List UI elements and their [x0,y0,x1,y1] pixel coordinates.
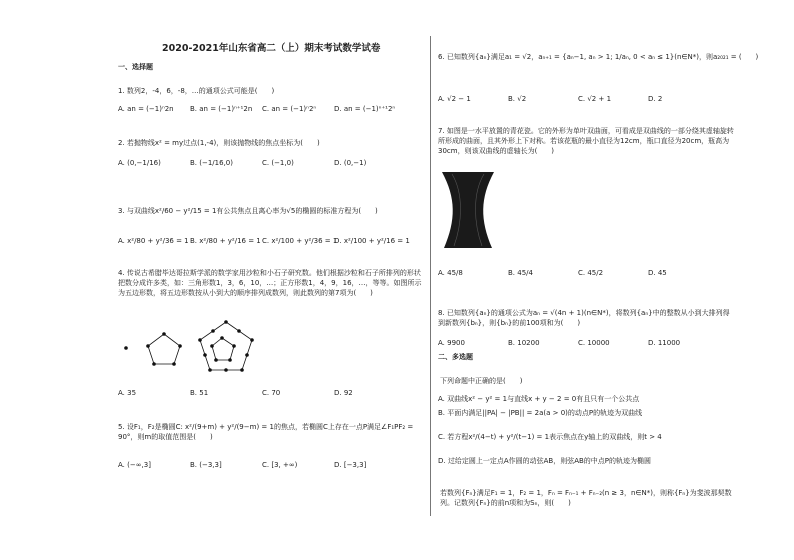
question-2-stem: 2. 若抛物线x² = my过点(1,-4)，则该抛物线的焦点坐标为( ) [118,139,320,147]
question-3-stem: 3. 与双曲线x²/60 − y²/15 = 1有公共焦点且离心率为√5的椭圆的标准方程为( ) [118,207,378,215]
question-5-option-b[interactable]: B. (−3,3] [190,461,222,469]
question-2-option-c[interactable]: C. (−1,0) [262,159,294,167]
question-2-option-b[interactable]: B. (−1/16,0) [190,159,233,167]
vase-image [440,168,496,250]
question-5-option-d[interactable]: D. [−3,3] [334,461,367,469]
question-1-option-c[interactable]: C. an = (−1)ⁿ2ⁿ [262,105,317,113]
question-4-option-d[interactable]: D. 92 [334,389,353,397]
question-6-option-a[interactable]: A. √2 − 1 [438,95,471,103]
question-4-stem: 4. 传说古希腊毕达哥拉斯学派的数学家用沙粒和小石子研究数。他们根据沙粒和石子所排列的形状把数分成许多类，如：三角形数1，3，6，10，…；正方形数1，4，9，16，…，等等。如图所示为五边形数，将五边形数按从小到大的顺序排列成数列，则此数列的第7项为( ) [118,269,422,297]
question-7-option-c[interactable]: C. 45/2 [578,269,604,277]
question-3-option-d[interactable]: D. x²/100 + y²/16 = 1 [334,237,410,245]
question-2-option-d[interactable]: D. (0,−1) [334,159,367,167]
question-4-option-b[interactable]: B. 51 [190,389,209,397]
question-1-option-b[interactable]: B. an = (−1)ⁿ⁺¹2n [190,105,253,113]
question-9-option-d[interactable]: D. 过给定圆上一定点A作圆的动弦AB，则弦AB的中点P的轨迹为椭圆 [438,457,652,465]
question-10-stem: 若数列{Fₙ}满足F₁ = 1，F₂ = 1，Fₙ = Fₙ₋₁ + Fₙ₋₂(n ≥ 3，n∈N*)，则称{Fₙ}为斐波那契数列。记数列{Fₙ}的前n项和为Sₙ，则( ) [440,489,732,507]
pentagon-dot [124,346,128,350]
question-3-option-a[interactable]: A. x²/80 + y²/36 = 1 [118,237,189,245]
question-8-stem: 8. 已知数列{aₙ}的通项公式为aₙ = √(4n + 1)(n∈N*)，将数列{aₙ}中的整数从小到大排列得到新数列{bₙ}，则{bₙ}的前100项和为( ) [438,309,730,327]
question-6-option-c[interactable]: C. √2 + 1 [578,95,612,103]
column-divider [430,36,431,516]
question-7-stem: 7. 如图是一水平放置的青花瓷。它的外形为单叶双曲面，可看成是双曲线的一部分绕其虚轴旋转所形成的曲面，且其外形上下对称。若该花瓶的最小直径为12cm，瓶口直径为20cm，瓶高为30cm，则该双曲线的虚轴长为( ) [438,127,734,155]
pentagonal-numbers-figure [122,320,262,392]
question-1-option-a[interactable]: A. an = (−1)ⁿ2n [118,105,174,113]
question-9-stem: 下列命题中正确的是( ) [440,377,523,385]
question-6-stem: 6. 已知数列{aₙ}满足a₁ = √2，aₙ₊₁ = {aₙ−1, aₙ > 1; 1/aₙ, 0 < aₙ ≤ 1}(n∈N*)，则a₂₀₂₁ = ( ) [438,53,759,61]
question-4-option-c[interactable]: C. 70 [262,389,281,397]
question-5-stem: 5. 设F₁，F₂是椭圆C: x²/(9+m) + y²/(9−m) = 1的焦点，若椭圆C上存在一点P满足∠F₁PF₂ = 90°，则m的取值范围是( ) [118,423,414,441]
question-6-option-d[interactable]: D. 2 [648,95,663,103]
question-1-stem: 1. 数列2，-4，6，-8，…的通项公式可能是( ) [118,87,275,95]
question-9-option-c[interactable]: C. 若方程x²/(4−t) + y²/(t−1) = 1表示焦点在y轴上的双曲线，则t > 4 [438,433,662,441]
question-4-option-a[interactable]: A. 35 [118,389,137,397]
question-6-option-b[interactable]: B. √2 [508,95,527,103]
question-8-option-d[interactable]: D. 11000 [648,339,681,347]
question-8-option-b[interactable]: B. 10200 [508,339,540,347]
question-8-option-c[interactable]: C. 10000 [578,339,610,347]
question-9-option-a[interactable]: A. 双曲线x² − y² = 1与直线x + y − 2 = 0有且只有一个公共点 [438,395,640,403]
question-3-option-b[interactable]: B. x²/80 + y²/16 = 1 [190,237,261,245]
section-heading-single-choice: 一、选择题 [118,63,153,71]
question-9-option-b[interactable]: B. 平面内满足||PA| − |PB|| = 2a(a > 0)的动点P的轨迹为双曲线 [438,409,643,417]
question-7-option-d[interactable]: D. 45 [648,269,667,277]
question-5-option-c[interactable]: C. [3, +∞) [262,461,298,469]
question-8-option-a[interactable]: A. 9900 [438,339,465,347]
question-3-option-c[interactable]: C. x²/100 + y²/36 = 1 [262,237,338,245]
page-title: 2020-2021年山东省高二（上）期末考试数学试卷 [162,43,381,54]
question-1-option-d[interactable]: D. an = (−1)ⁿ⁺¹2ⁿ [334,105,396,113]
question-7-option-b[interactable]: B. 45/4 [508,269,533,277]
question-2-option-a[interactable]: A. (0,−1/16) [118,159,161,167]
question-7-option-a[interactable]: A. 45/8 [438,269,463,277]
section-heading-multi-choice: 二、多选题 [438,353,473,361]
question-5-option-a[interactable]: A. (−∞,3] [118,461,151,469]
